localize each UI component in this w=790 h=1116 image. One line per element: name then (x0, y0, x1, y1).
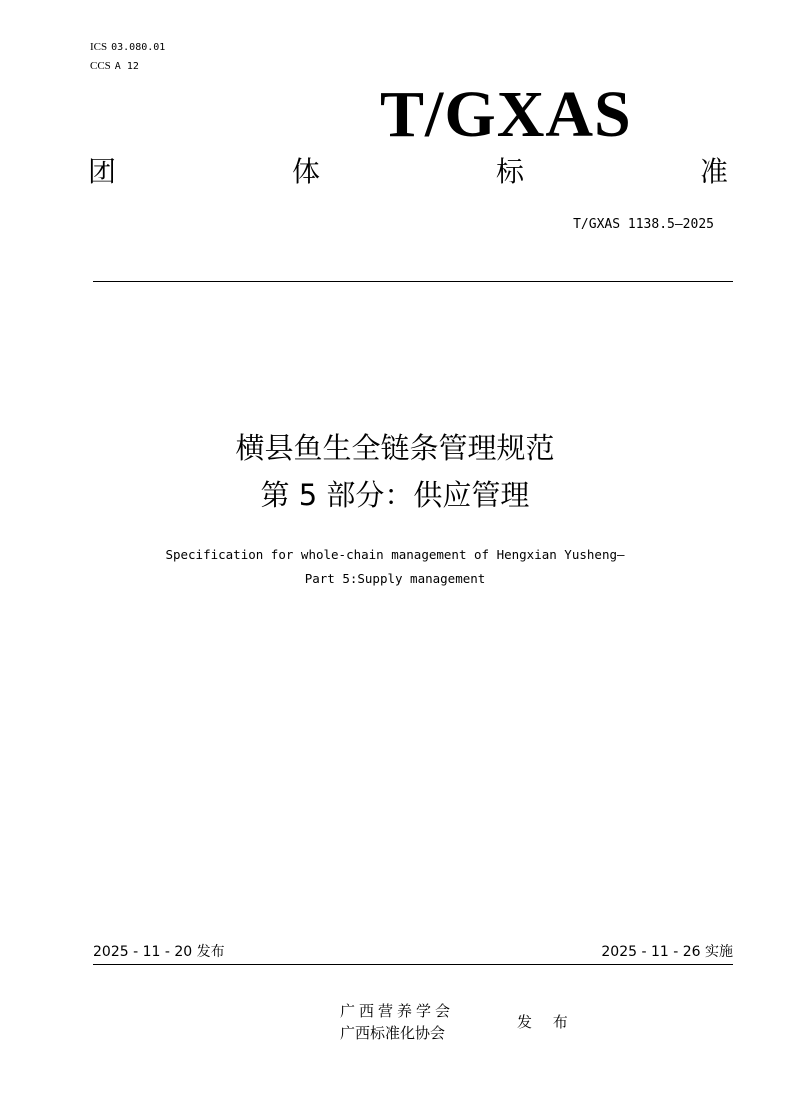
standard-kind (88, 152, 728, 192)
ics-code (90, 40, 165, 55)
issue-label: 发 布 (517, 1013, 576, 1031)
ics-value: 03.080.01 (111, 42, 166, 53)
title-en-line1: Specification for whole-chain management of Hengxian Yusheng— (165, 547, 625, 562)
ics-label: ICS (90, 41, 108, 53)
standard-kind-char: 体 (291, 155, 320, 188)
ccs-value: A 12 (114, 61, 139, 72)
title-zh-line2: 第 5 部分：供应管理 (260, 478, 530, 512)
header-divider (93, 281, 733, 282)
standard-logo: T/GXAS (380, 78, 632, 151)
standard-kind-char: 标 (495, 155, 524, 188)
title-en-line2: Part 5:Supply management (304, 571, 486, 586)
issuer-orgs (340, 1000, 454, 1044)
title-zh-line1: 横县鱼生全链条管理规范 (235, 431, 555, 465)
footer-divider (93, 964, 733, 965)
issuer-org-2: 广西标准化协会 (340, 1024, 446, 1042)
standard-kind-char: 准 (699, 155, 728, 188)
standard-kind-char: 团 (88, 155, 117, 188)
publish-date: 2025 - 11 - 20 发布 (93, 944, 225, 960)
ccs-code (90, 59, 139, 74)
issuer-org-1: 广西营养学会 (340, 1002, 455, 1020)
implement-date: 2025 - 11 - 26 实施 (601, 944, 733, 960)
standard-number: T/GXAS 1138.5—2025 (573, 217, 714, 232)
ccs-label: CCS (90, 60, 111, 72)
